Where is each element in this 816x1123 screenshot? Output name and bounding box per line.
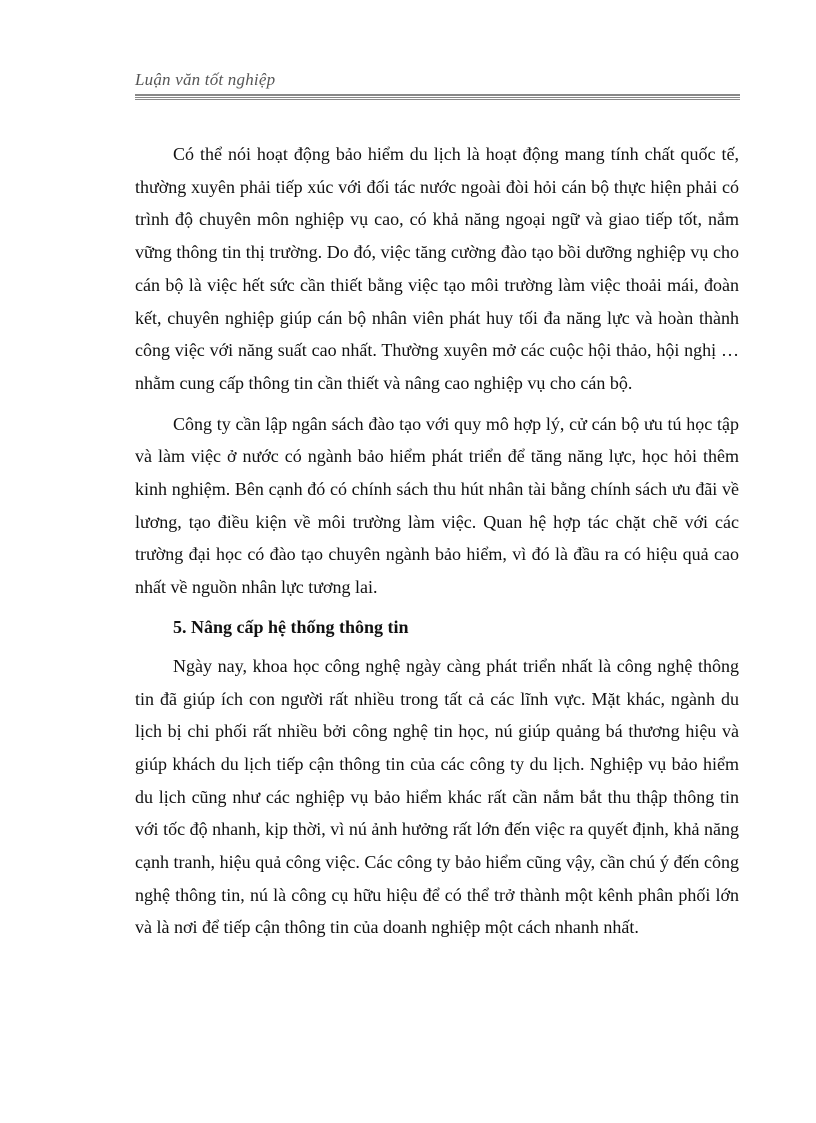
paragraph-budget: Công ty cần lập ngân sách đào tạo với quy mô hợp lý, cử cán bộ ưu tú học tập và làm việc ở nước có ngành bảo hiểm phát triển để tăng năng lực, học hỏi thêm kinh nghiệm. Bên cạnh đó có chính sách thu hút nhân tài bằng chính sách ưu đãi về lương, tạo điều kiện về môi trường làm việc. Quan hệ hợp tác chặt chẽ với các trường đại học có đào tạo chuyên ngành bảo hiểm, vì đó là đầu ra có hiệu quả cao nhất về nguồn nhân lực tương lai.: [135, 413, 739, 598]
paragraph-training: Có thể nói hoạt động bảo hiểm du lịch là hoạt động mang tính chất quốc tế, thường xuyên phải tiếp xúc với đối tác nước ngoài đòi hỏi cán bộ thực hiện phải có trình độ chuyên môn nghiệp vụ cao, có khả năng ngoại ngữ và giao tiếp tốt, nắm vững thông tin thị trường. Do đó, việc tăng cường đào tạo bồi dưỡng nghiệp vụ cho cán bộ là việc hết sức cần thiết bằng việc tạo môi trường làm việc thoải mái, đoàn kết, chuyên nghiệp giúp cán bộ nhân viên phát huy tối đa năng lực và hoàn thành công việc với năng suất cao nhất. Thường xuyên mở các cuộc hội thảo, hội nghị …nhằm cung cấp thông tin cần thiết và nâng cao nghiệp vụ cho cán bộ.: [135, 144, 739, 393]
header-rule: [135, 94, 740, 98]
section-heading: 5. Nâng cấp hệ thống thông tin: [173, 616, 409, 637]
header-title: Luận văn tốt nghiệp: [135, 70, 276, 89]
header-rule-thin: [135, 99, 740, 100]
page-header: [135, 70, 740, 100]
paragraph-technology: Ngày nay, khoa học công nghệ ngày càng phát triển nhất là công nghệ thông tin đã giúp ích con người rất nhiều trong tất cả các lĩnh vực. Mặt khác, ngành du lịch bị chi phối rất nhiều bởi công nghệ tin học, nú giúp quảng bá thương hiệu và giúp khách du lịch tiếp cận thông tin của các công ty du lịch. Nghiệp vụ bảo hiểm du lịch cũng như các nghiệp vụ bảo hiểm khác rất cần nắm bắt thu thập thông tin với tốc độ nhanh, kịp thời, vì nú ảnh hưởng rất lớn đến việc ra quyết định, khả năng cạnh tranh, hiệu quả công việc. Các công ty bảo hiểm cũng vậy, cần chú ý đến công nghệ thông tin, nú là công cụ hữu hiệu để có thể trở thành một kênh phân phối lớn và là nơi để tiếp cận thông tin của doanh nghiệp một cách nhanh nhất.: [135, 655, 739, 938]
document-body: [135, 138, 739, 952]
